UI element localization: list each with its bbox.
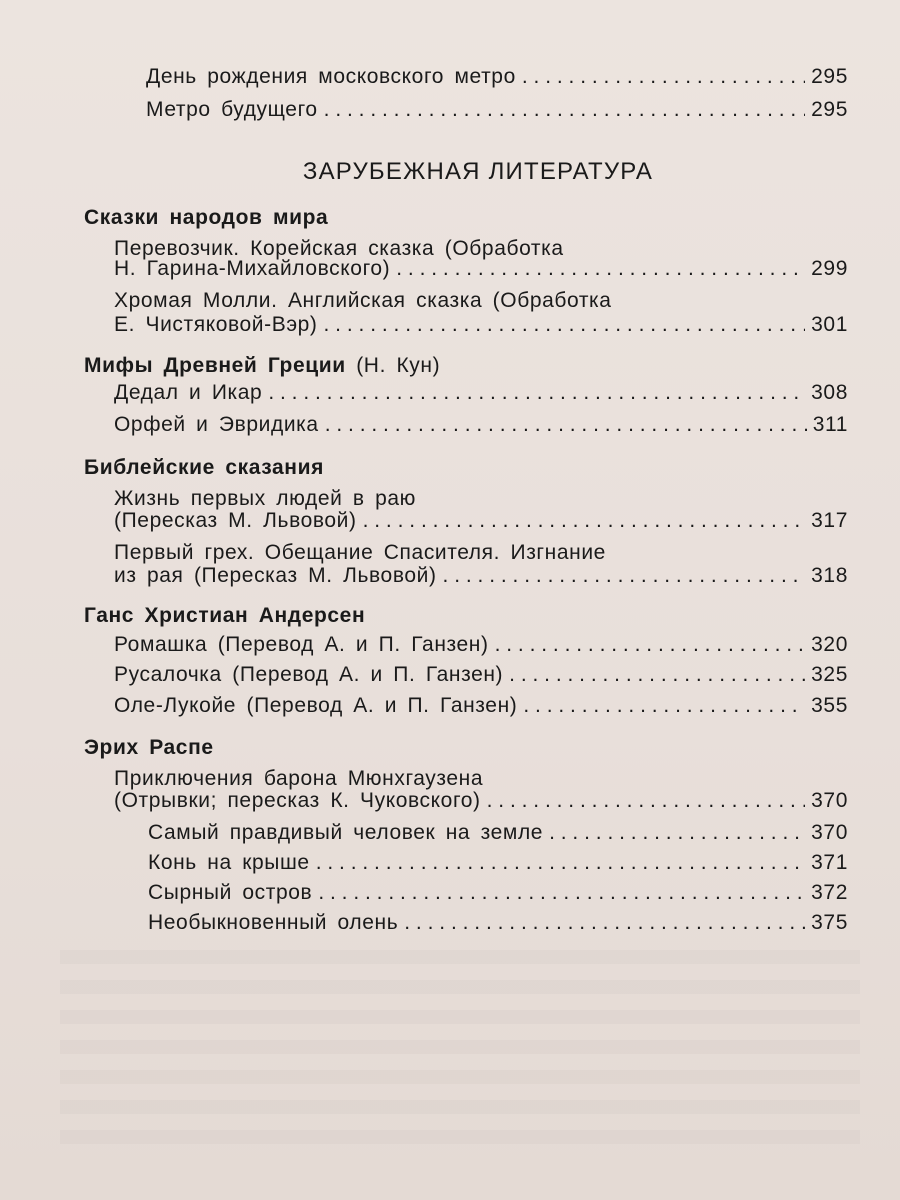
dot-leader [316,850,805,876]
entry-page: 301 [811,313,848,336]
entry-title-line2: Н. Гарина-Михайловского) [114,257,391,280]
dot-leader [318,880,805,906]
entry-page: 325 [811,663,848,686]
entry-title: Ромашка (Перевод А. и П. Ганзен) [114,633,489,656]
dot-leader [522,64,805,90]
entry-title: Метро будущего [146,98,318,121]
entry-title-line2: Е. Чистяковой-Вэр) [114,313,318,336]
dot-leader [325,412,807,438]
dot-leader [495,632,806,658]
toc-entry [146,64,848,90]
entry-title: День рождения московского метро [146,65,516,88]
entry-page: 355 [811,694,848,717]
toc-entry [114,380,848,406]
entry-title: Сырный остров [148,881,313,904]
entry-page: 295 [811,65,848,88]
toc-entry [114,788,848,814]
group-heading: Эрих Распе [84,736,214,759]
toc-entry [114,693,848,719]
dot-leader [268,380,805,406]
entry-title-line1: Хромая Молли. Английская сказка (Обработка [114,289,612,312]
entry-page: 299 [811,257,848,280]
toc-entry [114,412,848,438]
toc-entry [114,632,848,658]
entry-page: 318 [811,564,848,587]
entry-title-line1: Перевозчик. Корейская сказка (Обработка [114,237,564,260]
entry-page: 311 [812,413,848,436]
entry-title-line1: Жизнь первых людей в раю [114,487,416,510]
entry-page: 317 [811,509,848,532]
group-heading: Ганс Христиан Андерсен [84,604,366,627]
dot-leader [363,508,806,534]
entry-title-line2: из рая (Пересказ М. Львовой) [114,564,437,587]
toc-entry [114,312,848,338]
group-heading-title: Мифы Древней Греции [84,354,346,377]
entry-title: Самый правдивый человек на земле [148,821,544,844]
entry-page: 308 [811,381,848,404]
dot-leader [324,312,806,338]
entry-title: Оле-Лукойе (Перевод А. и П. Ганзен) [114,694,518,717]
section-title: ЗАРУБЕЖНАЯ ЛИТЕРАТУРА [302,158,654,185]
toc-entry [114,256,848,282]
dot-leader [487,788,806,814]
group-heading-author: (Н. Кун) [356,354,441,377]
entry-title-line1: Приключения барона Мюнхгаузена [114,767,484,790]
group-heading: Библейские сказания [84,456,324,479]
dot-leader [523,693,805,719]
dot-leader [324,97,806,123]
toc-entry [114,508,848,534]
entry-title: Дедал и Икар [114,381,263,404]
group-heading [84,354,440,378]
entry-title: Орфей и Эвридика [114,413,319,436]
entry-title: Конь на крыше [148,851,310,874]
toc-subentry [148,850,848,876]
group-heading: Сказки народов мира [84,206,329,229]
toc-entry [114,563,848,589]
dot-leader [549,820,805,846]
toc-entry [114,662,848,688]
entry-title-line2: (Отрывки; пересказ К. Чуковского) [114,789,481,812]
dot-leader [404,910,805,936]
show-through-background [60,950,860,1150]
toc-subentry [148,880,848,906]
entry-page: 295 [811,98,848,121]
entry-page: 370 [811,821,848,844]
entry-page: 371 [811,851,848,874]
toc-entry [146,97,848,123]
entry-page: 320 [811,633,848,656]
dot-leader [443,563,806,589]
entry-title-line1: Первый грех. Обещание Спасителя. Изгнание [114,541,606,564]
toc-subentry [148,910,848,936]
entry-title: Русалочка (Перевод А. и П. Ганзен) [114,663,504,686]
dot-leader [509,662,805,688]
entry-title: Необыкновенный олень [148,911,399,934]
toc-subentry [148,820,848,846]
entry-title-line2: (Пересказ М. Львовой) [114,509,357,532]
entry-page: 372 [811,881,848,904]
entry-page: 370 [811,789,848,812]
entry-page: 375 [811,911,848,934]
dot-leader [396,256,805,282]
